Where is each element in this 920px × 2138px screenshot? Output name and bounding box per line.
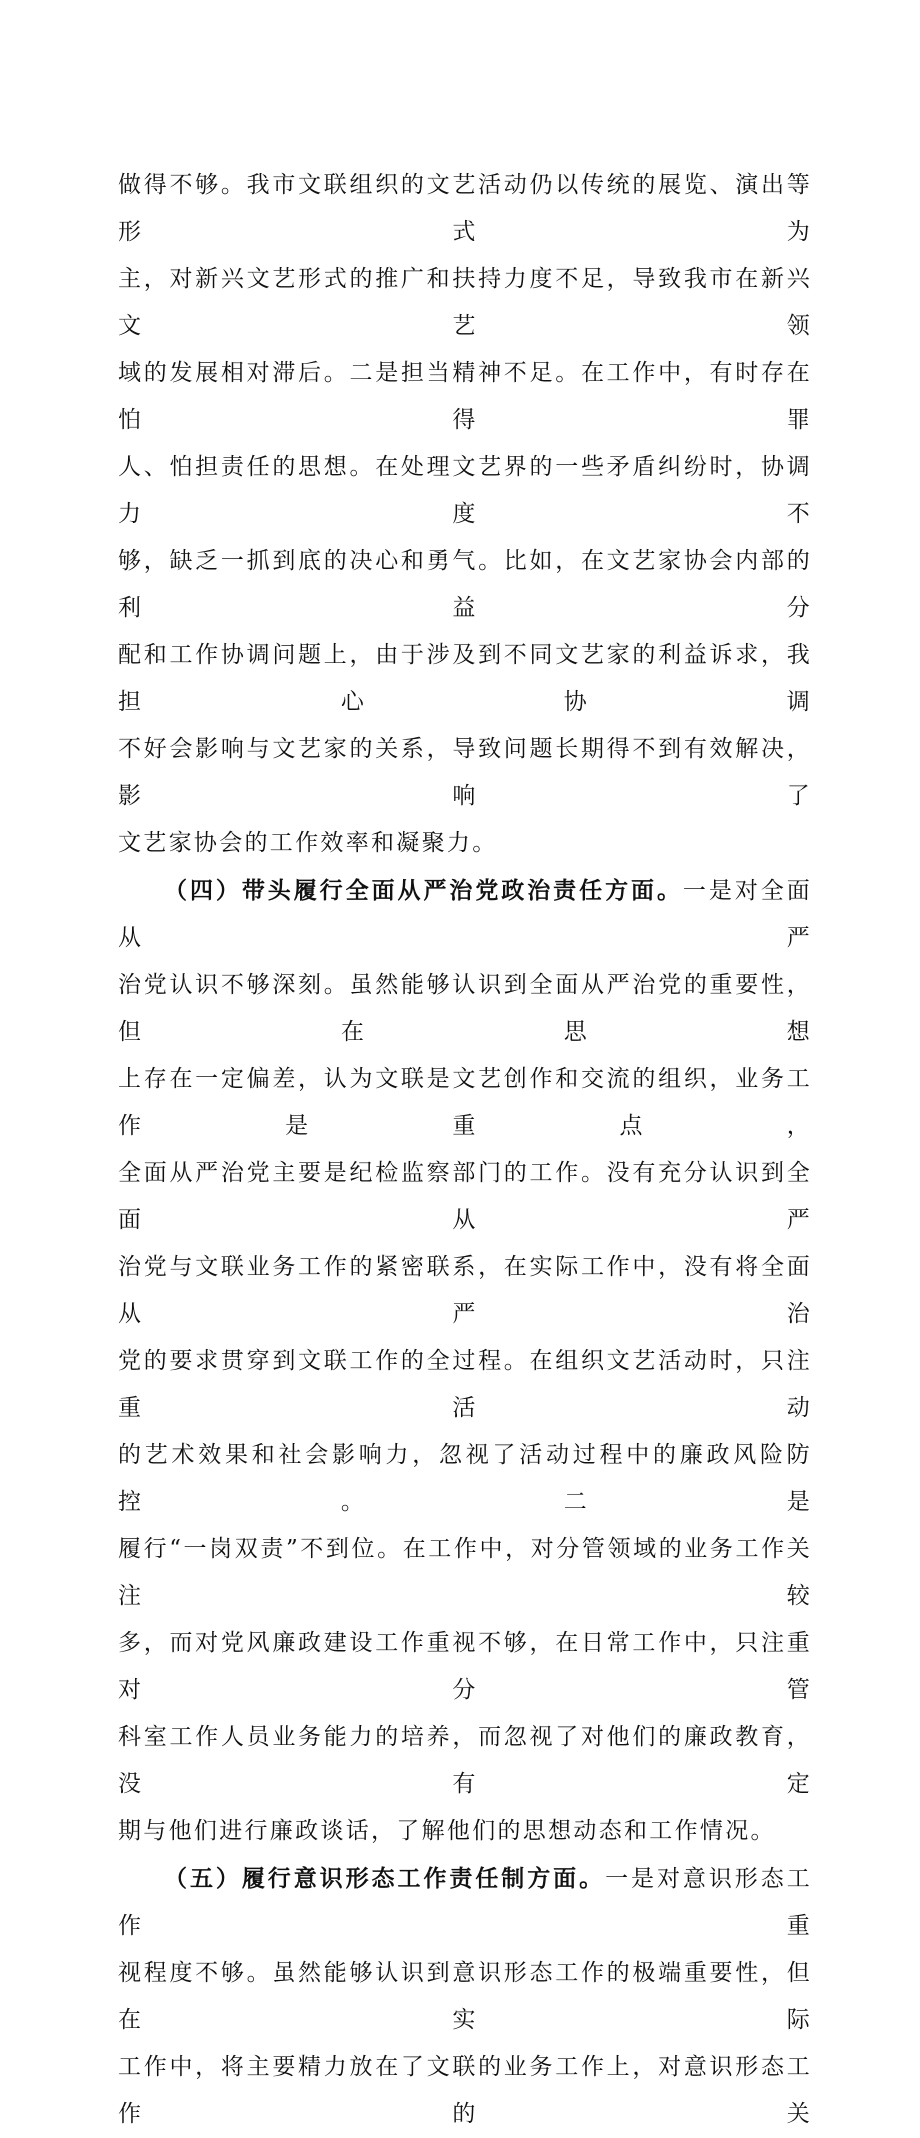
paragraph-line: 视程度不够。虽然能够认识到意识形态工作的极端重要性，但在实际 xyxy=(118,1960,812,2033)
paragraph-line: 主，对新兴文艺形式的推广和扶持力度不足，导致我市在新兴文艺领 xyxy=(118,266,812,339)
paragraph-line: 做得不够。我市文联组织的文艺活动仍以传统的展览、演出等形式为 xyxy=(118,172,812,245)
document-body xyxy=(118,162,812,2138)
paragraph-line: 工作中，将主要精力放在了文联的业务工作上，对意识形态工作的关 xyxy=(118,2054,812,2127)
paragraph-line: 科室工作人员业务能力的培养，而忽视了对他们的廉政教育，没有定 xyxy=(118,1724,812,1797)
paragraph-line: 配和工作协调问题上，由于涉及到不同文艺家的利益诉求，我担心协调 xyxy=(118,642,812,715)
section-five-lead-text: 一是对意识形态工作重 xyxy=(118,1866,812,1939)
paragraph-line: 人、怕担责任的思想。在处理文艺界的一些矛盾纠纷时，协调力度不 xyxy=(118,454,812,527)
paragraph-line: 治党与文联业务工作的紧密联系，在实际工作中，没有将全面从严治 xyxy=(118,1254,812,1327)
paragraph-line: 多，而对党风廉政建设工作重视不够，在日常工作中，只注重对分管 xyxy=(118,1630,812,1703)
section-five-first-line xyxy=(118,1855,812,1950)
section-four-heading: （四）带头履行全面从严治党政治责任方面。 xyxy=(164,877,683,904)
section-five-heading: （五）履行意识形态工作责任制方面。 xyxy=(164,1865,606,1892)
section-four-lead-text: 一是对全面从严 xyxy=(118,878,813,951)
paragraph-line: 域的发展相对滞后。二是担当精神不足。在工作中，有时存在怕得罪 xyxy=(118,360,812,433)
paragraph-line: 期与他们进行廉政谈话，了解他们的思想动态和工作情况。 xyxy=(118,1818,776,1844)
section-four-first-line xyxy=(118,867,812,962)
paragraph-line: 文艺家协会的工作效率和凝聚力。 xyxy=(118,830,498,856)
paragraph-line: 履行“一岗双责”不到位。在工作中，对分管领域的业务工作关注较 xyxy=(118,1536,812,1609)
paragraph-line: 治党认识不够深刻。虽然能够认识到全面从严治党的重要性，但在思想 xyxy=(118,972,812,1045)
paragraph-line: 上存在一定偏差，认为文联是文艺创作和交流的组织，业务工作是重点， xyxy=(118,1066,812,1139)
paragraph-line: 全面从严治党主要是纪检监察部门的工作。没有充分认识到全面从严 xyxy=(118,1160,812,1233)
paragraph-line: 不好会影响与文艺家的关系，导致问题长期得不到有效解决，影响了 xyxy=(118,736,812,809)
paragraph-line: 的艺术效果和社会影响力，忽视了活动过程中的廉政风险防控。二是 xyxy=(118,1442,812,1515)
paragraph-line: 够，缺乏一抓到底的决心和勇气。比如，在文艺家协会内部的利益分 xyxy=(118,548,812,621)
paragraph-line: 党的要求贯穿到文联工作的全过程。在组织文艺活动时，只注重活动 xyxy=(118,1348,812,1421)
